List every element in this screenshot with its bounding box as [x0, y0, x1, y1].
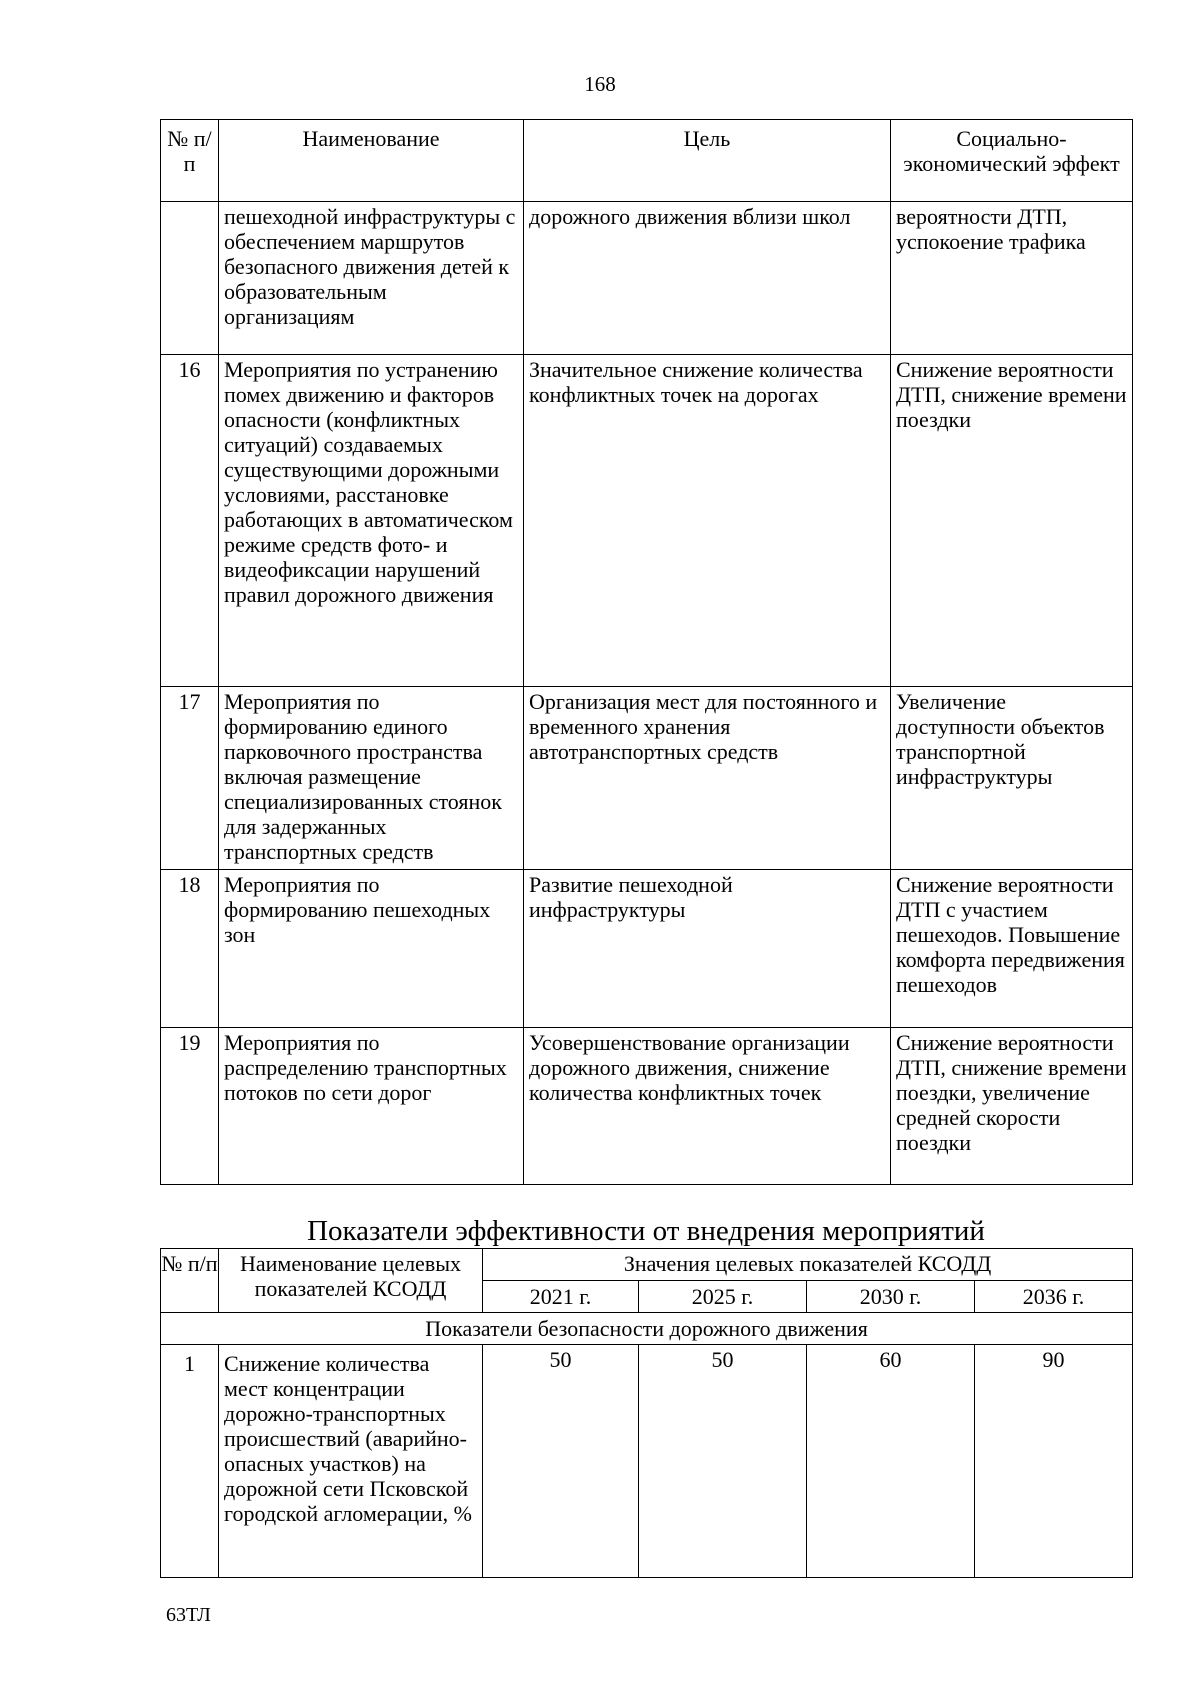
table-row	[161, 870, 1133, 1028]
header-name: Наименование	[219, 120, 524, 202]
row-goal: Значительное снижение количества конфликтных точек на дорогах	[524, 355, 891, 687]
year-header: 2025 г.	[639, 1281, 807, 1313]
measures-table	[160, 119, 1133, 1185]
footer-stamp: 63ТЛ	[166, 1604, 211, 1626]
ind-header-values: Значения целевых показателей КСОДД	[483, 1249, 1133, 1281]
section-label: Показатели безопасности дорожного движения	[161, 1313, 1133, 1345]
row-num: 17	[161, 687, 219, 870]
row-goal: Усовершенствование организации дорожного движения, снижение количества конфликтных точек	[524, 1028, 891, 1185]
measures-header-row	[161, 120, 1133, 202]
indicators-header-row	[161, 1249, 1133, 1281]
header-num: № п/п	[161, 120, 219, 202]
ind-row-num: 1	[161, 1345, 219, 1578]
row-goal: Развитие пешеходной инфраструктуры	[524, 870, 891, 1028]
row-goal: Организация мест для постоянного и временного хранения автотранспортных средств	[524, 687, 891, 870]
ind-value: 60	[807, 1345, 975, 1578]
page-number: 168	[584, 72, 616, 96]
row-effect: Снижение вероятности ДТП с участием пешеходов. Повышение комфорта передвижения пешеходов	[891, 870, 1133, 1028]
row-effect: Увеличение доступности объектов транспортной инфраструктуры	[891, 687, 1133, 870]
indicators-title: Показатели эффективности от внедрения мероприятий	[307, 1215, 985, 1247]
section-row	[161, 1313, 1133, 1345]
ind-row-name: Снижение количества мест концентрации дорожно-транспортных происшествий (аварийно-опасных участков) на дорожной сети Псковской городской агломерации, %	[219, 1345, 483, 1578]
row-effect: Снижение вероятности ДТП, снижение времени поездки	[891, 355, 1133, 687]
header-goal: Цель	[524, 120, 891, 202]
ind-header-num: № п/п	[161, 1249, 219, 1313]
table-row	[161, 1345, 1133, 1578]
year-header: 2030 г.	[807, 1281, 975, 1313]
year-header: 2021 г.	[483, 1281, 639, 1313]
row-name: пешеходной инфраструктуры с обеспечением маршрутов безопасного движения детей к образовательным организациям	[219, 202, 524, 355]
row-name: Мероприятия по формированию единого парковочного пространства включая размещение специализированных стоянок для задержанных транспортных средств	[219, 687, 524, 870]
ind-value: 50	[483, 1345, 639, 1578]
ind-value: 90	[975, 1345, 1133, 1578]
row-num	[161, 202, 219, 355]
row-name: Мероприятия по устранению помех движению и факторов опасности (конфликтных ситуаций) создаваемых существующими дорожными условиями, расстановке работающих в автоматическом режиме средств фото- и видеофиксации нарушений правил дорожного движения	[219, 355, 524, 687]
table-row	[161, 687, 1133, 870]
row-effect: Снижение вероятности ДТП, снижение времени поездки, увеличение средней скорости поездки	[891, 1028, 1133, 1185]
ind-header-name: Наименование целевых показателей КСОДД	[219, 1249, 483, 1313]
indicators-table	[160, 1248, 1133, 1578]
table-row	[161, 1028, 1133, 1185]
row-num: 19	[161, 1028, 219, 1185]
table-row	[161, 355, 1133, 687]
row-effect: вероятности ДТП, успокоение трафика	[891, 202, 1133, 355]
row-name: Мероприятия по формированию пешеходных зон	[219, 870, 524, 1028]
row-num: 18	[161, 870, 219, 1028]
header-effect: Социально-экономический эффект	[891, 120, 1133, 202]
row-goal: дорожного движения вблизи школ	[524, 202, 891, 355]
row-name: Мероприятия по распределению транспортных потоков по сети дорог	[219, 1028, 524, 1185]
table-row	[161, 202, 1133, 355]
year-header: 2036 г.	[975, 1281, 1133, 1313]
row-num: 16	[161, 355, 219, 687]
ind-value: 50	[639, 1345, 807, 1578]
